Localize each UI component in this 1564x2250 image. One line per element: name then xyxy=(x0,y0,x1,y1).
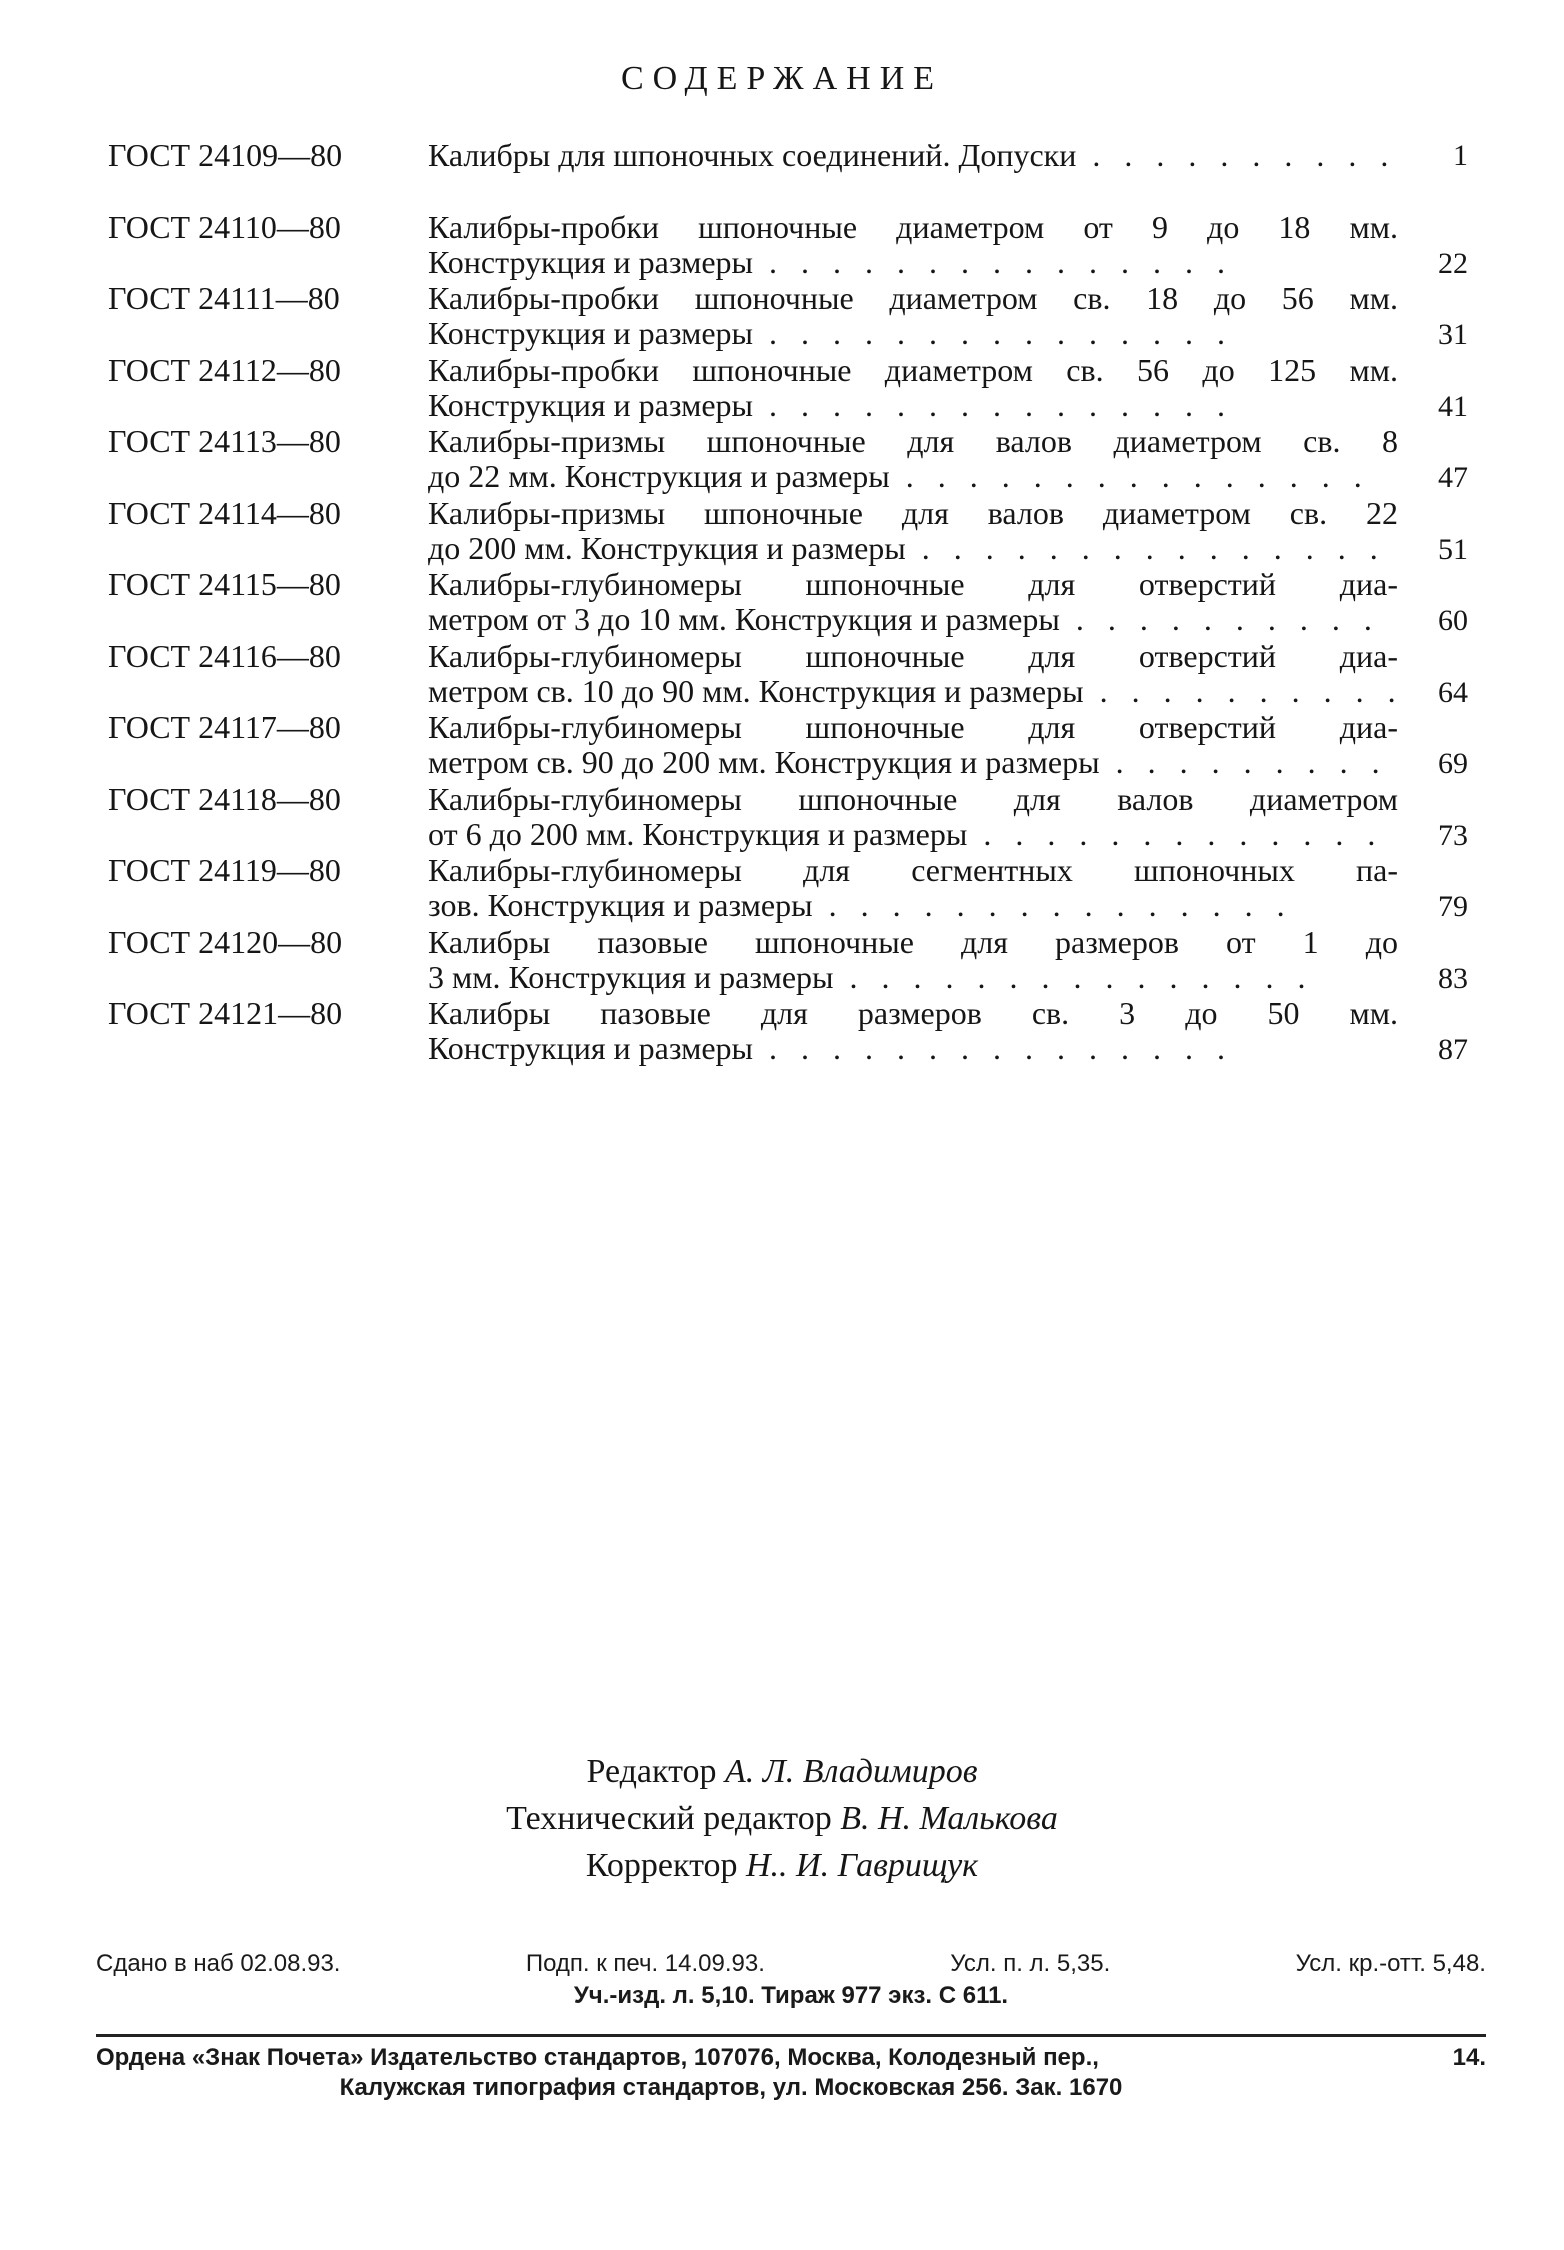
imprint-usl-kr: Усл. кр.-отт. 5,48. xyxy=(1295,1950,1486,1977)
page-title: СОДЕРЖАНИЕ xyxy=(620,60,944,97)
toc-entry-description xyxy=(428,710,1398,780)
toc-entry-code: ГОСТ 24114—80 xyxy=(108,494,341,531)
toc-entry-line-1-text: Калибры-пробки шпоночные диаметром от 9 до 18 мм. xyxy=(428,209,1398,245)
toc-entry xyxy=(108,925,1468,997)
imprint-block xyxy=(96,1950,1486,2010)
toc-entry-line-2 xyxy=(428,531,1398,566)
toc-entry-line-2-text: метром от 3 до 10 мм. Конструкция и размеры xyxy=(428,602,1060,637)
toc-entry-line-2-text: Конструкция и размеры xyxy=(428,316,754,351)
toc-entry-line-2 xyxy=(428,817,1398,852)
toc-entry-code: ГОСТ 24117—80 xyxy=(108,709,341,745)
toc-entry xyxy=(108,496,1468,568)
footer-line-1 xyxy=(96,2044,1486,2072)
toc-entry-page: 64 xyxy=(1438,675,1468,709)
toc-entry-line-1-text: Калибры-глубиномеры для сегментных шпоночных па- xyxy=(428,853,1398,888)
toc-entry-line-1 xyxy=(428,639,1398,674)
tech-editor-role: Технический редактор xyxy=(506,1800,832,1837)
toc-entry-page: 1 xyxy=(1453,139,1468,172)
toc-entry-description xyxy=(428,353,1398,423)
proofreader-role: Корректор xyxy=(585,1847,738,1884)
toc-entry-line-1-text: Калибры-призмы шпоночные для валов диаметром св. 22 xyxy=(428,495,1398,531)
toc-entry-page: 79 xyxy=(1438,890,1468,923)
proofreader-name: Н.. И. Гаврищук xyxy=(745,1847,979,1884)
toc-entry-line-2 xyxy=(428,960,1398,995)
imprint-row-2: Уч.-изд. л. 5,10. Тираж 977 экз. С 611. xyxy=(573,1982,1009,2009)
toc-entry-description xyxy=(428,996,1398,1066)
toc-entry-line-1 xyxy=(428,353,1398,388)
toc-entry-page: 87 xyxy=(1438,1033,1468,1066)
toc-entry-line-1-text: Калибры-пробки шпоночные диаметром св. 18 до 56 мм. xyxy=(428,281,1398,316)
toc-entry xyxy=(108,138,1468,210)
toc-entry-line-1-text: Калибры пазовые для размеров св. 3 до 50 мм. xyxy=(428,996,1398,1031)
toc-entry-line-1 xyxy=(428,138,1398,173)
toc-entry-line-2-text: Конструкция и размеры xyxy=(428,1031,754,1066)
toc-entry-code: ГОСТ 24120—80 xyxy=(108,923,343,960)
imprint-row-1 xyxy=(96,1950,1486,1978)
toc-entry-line-2 xyxy=(428,674,1398,709)
toc-entry-line-2 xyxy=(428,245,1398,280)
toc-entry xyxy=(108,567,1468,639)
toc-entry-code: ГОСТ 24111—80 xyxy=(108,280,340,316)
editor-role: Редактор xyxy=(586,1753,717,1790)
toc-entry-line-2-text: Конструкция и размеры xyxy=(428,244,754,280)
toc-entry xyxy=(108,281,1468,353)
toc-entry-line-1 xyxy=(428,925,1398,960)
toc-entry-description xyxy=(428,925,1398,995)
toc-entry-line-1 xyxy=(428,424,1398,459)
imprint-usl-pl: Усл. п. л. 5,35. xyxy=(950,1950,1111,1977)
toc-entry-line-1-text: Калибры-глубиномеры шпоночные для отверстий диа- xyxy=(428,567,1398,602)
toc-entry-line-2 xyxy=(428,388,1398,423)
editor-name: А. Л. Владимиров xyxy=(725,1753,978,1790)
toc-entry-page: 69 xyxy=(1438,747,1468,780)
toc-entry-page: 83 xyxy=(1438,961,1468,995)
footer-divider xyxy=(96,2034,1486,2037)
toc-entry-line-1 xyxy=(428,496,1398,531)
toc-entry-page: 31 xyxy=(1438,318,1468,351)
footer-publisher: Ордена «Знак Почета» Издательство стандартов, 107076, Москва, Колодезный пер., xyxy=(96,2044,1099,2071)
toc-entry-description xyxy=(428,210,1398,280)
toc-entry-line-2-text: до 22 мм. Конструкция и размеры xyxy=(428,459,890,494)
toc-entry-description xyxy=(428,782,1398,852)
editor-line xyxy=(0,1748,1564,1795)
toc-entry-code: ГОСТ 24109—80 xyxy=(108,137,343,173)
toc-entry-description xyxy=(428,281,1398,351)
toc-entry-page: 51 xyxy=(1438,532,1468,566)
imprint-podp: Подп. к печ. 14.09.93. xyxy=(525,1950,765,1977)
toc-entry-line-1-text: Калибры-призмы шпоночные для валов диаметром св. 8 xyxy=(428,424,1398,459)
toc-entry-line-2-text: до 200 мм. Конструкция и размеры xyxy=(428,530,906,566)
table-of-contents xyxy=(108,138,1468,1068)
toc-entry-description xyxy=(428,567,1398,637)
toc-entry-description xyxy=(428,424,1398,494)
toc-entry-line-1-text: Калибры пазовые шпоночные для размеров от 1 до xyxy=(428,924,1398,960)
toc-entry-code: ГОСТ 24119—80 xyxy=(108,852,341,888)
toc-entry-line-2 xyxy=(428,1031,1398,1066)
toc-entry-code: ГОСТ 24121—80 xyxy=(108,995,343,1031)
toc-entry-line-1 xyxy=(428,210,1398,245)
tech-editor-line xyxy=(0,1795,1564,1842)
toc-entry-line-2-text: метром св. 90 до 200 мм. Конструкция и размеры xyxy=(428,745,1100,780)
toc-entry-code: ГОСТ 24118—80 xyxy=(108,780,341,817)
toc-entry xyxy=(108,210,1468,282)
toc-entry-description xyxy=(428,496,1398,566)
toc-entry xyxy=(108,853,1468,925)
toc-entry-code: ГОСТ 24112—80 xyxy=(108,351,341,388)
toc-entry-line-2-text: 3 мм. Конструкция и размеры xyxy=(428,959,834,995)
toc-entry-line-2-text: метром св. 10 до 90 мм. Конструкция и размеры xyxy=(428,673,1084,709)
toc-entry-page: 47 xyxy=(1438,461,1468,494)
toc-entry-line-2 xyxy=(428,316,1398,351)
toc-entry-description xyxy=(428,138,1398,173)
toc-entry-line-1-text: Калибры-пробки шпоночные диаметром св. 56 до 125 мм. xyxy=(428,352,1398,388)
imprint-sdano: Сдано в наб 02.08.93. xyxy=(96,1950,341,1977)
toc-entry-description xyxy=(428,853,1398,923)
toc-entry-line-2-text: Конструкция и размеры xyxy=(428,387,754,423)
proofreader-line xyxy=(0,1842,1564,1889)
toc-entry-page: 73 xyxy=(1438,818,1468,852)
toc-entry-line-1 xyxy=(428,782,1398,817)
toc-entry xyxy=(108,996,1468,1068)
toc-entry xyxy=(108,710,1468,782)
toc-entry-description xyxy=(428,639,1398,709)
toc-entry-line-2 xyxy=(428,459,1398,494)
toc-entry-line-1-text: Калибры-глубиномеры шпоночные для отверстий диа- xyxy=(428,710,1398,745)
toc-entry xyxy=(108,782,1468,854)
footer-line-2: Калужская типография стандартов, ул. Московская 256. Зак. 1670 xyxy=(339,2074,1123,2101)
toc-entry-line-1 xyxy=(428,567,1398,602)
credits-block xyxy=(0,1748,1564,1889)
tech-editor-name: В. Н. Малькова xyxy=(840,1800,1058,1837)
toc-entry-page: 60 xyxy=(1438,604,1468,637)
toc-entry-code: ГОСТ 24116—80 xyxy=(108,637,341,674)
toc-entry-line-2 xyxy=(428,745,1398,780)
toc-entry xyxy=(108,639,1468,711)
toc-entry-page: 41 xyxy=(1438,389,1468,423)
toc-entry-line-1 xyxy=(428,281,1398,316)
toc-entry-code: ГОСТ 24113—80 xyxy=(108,423,341,459)
toc-entry-line-2 xyxy=(428,602,1398,637)
toc-entry xyxy=(108,353,1468,425)
toc-entry-line-1-text: Калибры-глубиномеры шпоночные для отверстий диа- xyxy=(428,638,1398,674)
toc-entry-page: 22 xyxy=(1438,246,1468,280)
toc-entry-line-2-text: от 6 до 200 мм. Конструкция и размеры xyxy=(428,816,968,852)
toc-entry-line-1 xyxy=(428,853,1398,888)
publisher-footer xyxy=(96,2044,1486,2102)
toc-entry-line-1 xyxy=(428,710,1398,745)
toc-entry-line-1 xyxy=(428,996,1398,1031)
toc-entry-code: ГОСТ 24110—80 xyxy=(108,208,341,245)
toc-entry-line-1-text: Калибры-глубиномеры шпоночные для валов диаметром xyxy=(428,781,1398,817)
toc-entry xyxy=(108,424,1468,496)
toc-entry-line-2-text: зов. Конструкция и размеры xyxy=(428,888,813,923)
toc-entry-line-1-text: Калибры для шпоночных соединений. Допуски xyxy=(428,138,1077,173)
footer-number: 14. xyxy=(1452,2044,1486,2071)
toc-entry-line-2 xyxy=(428,888,1398,923)
toc-entry-code: ГОСТ 24115—80 xyxy=(108,566,341,602)
